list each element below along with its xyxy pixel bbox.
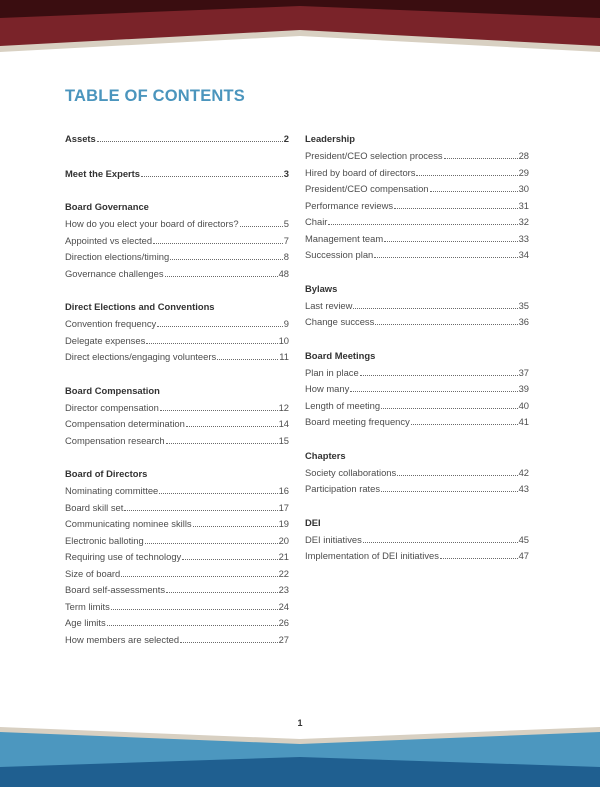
top-banner [0, 0, 600, 70]
toc-entry-label: Compensation research [65, 434, 165, 446]
dot-leader [121, 576, 277, 577]
toc-entry[interactable] [305, 481, 529, 498]
toc-entry-label: Length of meeting [305, 399, 381, 411]
toc-entry[interactable] [65, 433, 289, 450]
toc-entry[interactable] [65, 249, 289, 266]
toc-section-heading: Board Governance [65, 201, 149, 212]
toc-entry-label: Appointed vs elected [65, 234, 153, 246]
toc-section [65, 383, 289, 450]
toc-entry[interactable] [305, 365, 529, 382]
toc-entry[interactable] [305, 148, 529, 165]
toc-entry[interactable] [305, 214, 529, 231]
dot-leader [141, 176, 283, 177]
toc-entry-label: Change success [305, 316, 375, 327]
toc-entry-page: 14 [278, 418, 289, 429]
toc-entry[interactable] [305, 165, 529, 182]
toc-entry-label: Board meeting frequency [305, 416, 410, 427]
toc-section [305, 448, 529, 498]
dot-leader [193, 526, 278, 527]
toc-entry-page: 47 [518, 550, 529, 561]
dot-leader [411, 424, 518, 425]
dot-leader [381, 408, 518, 409]
dot-leader [157, 326, 283, 327]
dot-leader [217, 359, 278, 360]
toc-standalone-entries [65, 131, 289, 182]
toc-section [305, 131, 529, 264]
toc-section [305, 348, 529, 431]
dot-leader [397, 475, 517, 476]
toc-entry-label: Director compensation [65, 401, 159, 413]
dot-leader [444, 158, 518, 159]
toc-entry-label: Direct elections/engaging volunteers [65, 351, 217, 362]
toc-entry[interactable] [305, 298, 529, 315]
toc-entry[interactable] [65, 582, 289, 599]
toc-entry[interactable] [305, 548, 529, 565]
toc-entry[interactable] [305, 381, 529, 398]
dot-leader [166, 443, 278, 444]
toc-entry[interactable] [65, 566, 289, 583]
toc-entry-label: Communicating nominee skills [65, 518, 192, 529]
toc-entry-page: 35 [518, 299, 529, 311]
toc-entry-label: Requiring use of technology [65, 551, 182, 562]
toc-entry-label: How many [305, 383, 350, 394]
toc-entry-label: Last review [305, 299, 353, 311]
toc-entry[interactable] [305, 247, 529, 264]
toc-entry[interactable] [305, 465, 529, 482]
dot-leader [180, 642, 277, 643]
toc-entry-page: 3 [283, 167, 289, 179]
dot-leader [145, 543, 278, 544]
toc-entry-label: Board skill set [65, 501, 124, 513]
toc-entry-label: Management team [305, 232, 384, 244]
toc-entry-page: 22 [278, 567, 289, 579]
toc-entry-page: 28 [518, 150, 529, 161]
dot-leader [159, 493, 277, 494]
page-title: TABLE OF CONTENTS [65, 87, 246, 105]
toc-entry[interactable] [305, 231, 529, 248]
dot-leader [384, 241, 517, 242]
toc-entry[interactable] [65, 316, 289, 333]
toc-entry-page: 9 [283, 318, 289, 329]
toc-section-heading: Leadership [305, 133, 356, 144]
dot-leader [107, 625, 278, 626]
dot-leader [165, 276, 278, 277]
dot-leader [360, 375, 518, 376]
toc-entry-label: Term limits [65, 600, 110, 612]
dot-leader [111, 609, 278, 610]
toc-entry[interactable] [305, 414, 529, 431]
toc-entry-label: Plan in place [305, 366, 359, 378]
toc-entry-page: 41 [518, 416, 529, 427]
toc-entry[interactable] [65, 233, 289, 250]
toc-entry[interactable] [65, 483, 289, 500]
toc-section-heading: Board Meetings [305, 349, 376, 361]
toc-entry-page: 32 [518, 216, 529, 227]
dot-leader [381, 491, 518, 492]
toc-entry-label: Succession plan [305, 249, 374, 260]
toc-entry-page: 34 [518, 249, 529, 260]
toc-entry[interactable] [65, 333, 289, 350]
toc-entry-page: 7 [283, 234, 289, 246]
toc-entry-page: 10 [278, 334, 289, 346]
toc-entry-page: 39 [518, 383, 529, 394]
toc-section-heading: DEI [305, 516, 321, 528]
toc-entry-page: 30 [518, 183, 529, 194]
toc-entry[interactable] [65, 599, 289, 616]
dot-leader [374, 257, 517, 258]
toc-entry-label: How members are selected [65, 633, 180, 645]
toc-entry-page: 27 [278, 633, 289, 645]
toc-entry-page: 29 [518, 166, 529, 178]
dot-leader [146, 343, 277, 344]
toc-entry-page: 17 [278, 501, 289, 513]
toc-entry[interactable] [65, 533, 289, 550]
toc-entry[interactable] [65, 516, 289, 533]
dot-leader [328, 224, 517, 225]
toc-entry-page: 48 [278, 267, 289, 279]
dot-leader [166, 592, 278, 593]
toc-entry[interactable] [305, 181, 529, 198]
toc-entry-page: 45 [518, 533, 529, 545]
toc-section-heading: Direct Elections and Conventions [65, 301, 215, 312]
toc-section-heading: Board of Directors [65, 468, 148, 479]
dot-leader [124, 510, 277, 511]
toc-entry-label: Assets [65, 133, 96, 144]
toc-section [65, 199, 289, 282]
toc-left-column [65, 131, 289, 665]
toc-entry-page: 5 [283, 218, 289, 229]
toc-entry-page: 19 [278, 518, 289, 529]
toc-entry[interactable] [65, 549, 289, 566]
toc-entry[interactable] [65, 216, 289, 233]
toc-entry-page: 36 [518, 316, 529, 327]
page-number: 1 [297, 718, 303, 728]
toc-entry-label: Electronic balloting [65, 534, 144, 546]
bottom-banner [0, 717, 600, 787]
toc-entry-label: DEI initiatives [305, 533, 362, 545]
toc-entry[interactable] [65, 131, 289, 148]
toc-entry-label: Direction elections/timing [65, 251, 170, 262]
toc-entry-page: 8 [283, 251, 289, 262]
toc-entry-page: 37 [518, 366, 529, 378]
toc-entry-page: 15 [278, 434, 289, 446]
toc-entry-page: 24 [278, 600, 289, 612]
toc-entry-page: 2 [283, 133, 289, 144]
toc-entry-label: Society collaborations [305, 466, 397, 478]
toc-entry-label: Meet the Experts [65, 167, 141, 179]
toc-entry-label: Convention frequency [65, 318, 157, 329]
toc-entry-label: President/CEO compensation [305, 183, 429, 194]
toc-section-heading: Board Compensation [65, 384, 160, 396]
toc-entry-page: 16 [278, 485, 289, 496]
toc-section [305, 281, 529, 331]
toc-entry[interactable] [65, 400, 289, 417]
dot-leader [186, 426, 278, 427]
toc-entry-label: Hired by board of directors [305, 166, 416, 178]
toc-entry[interactable] [305, 198, 529, 215]
dot-leader [170, 259, 283, 260]
toc-entry-label: Governance challenges [65, 267, 164, 279]
toc-entry-label: Performance reviews [305, 199, 394, 211]
toc-entry[interactable] [65, 266, 289, 283]
dot-leader [440, 558, 518, 559]
toc-section-heading: Bylaws [305, 282, 338, 294]
dot-leader [97, 141, 283, 142]
toc-entry[interactable] [65, 166, 289, 183]
toc-entry-page: 31 [518, 199, 529, 211]
toc-entry-page: 23 [278, 584, 289, 595]
dot-leader [430, 191, 518, 192]
toc-entry[interactable] [305, 398, 529, 415]
toc-entry-label: Participation rates [305, 483, 381, 494]
toc-section-heading: Chapters [305, 449, 346, 461]
toc-entry-page: 20 [278, 534, 289, 546]
toc-entry[interactable] [65, 349, 289, 366]
toc-right-column [305, 131, 529, 582]
toc-entry-label: Age limits [65, 617, 106, 628]
toc-entry-label: Delegate expenses [65, 334, 146, 346]
toc-entry[interactable] [65, 632, 289, 649]
dot-leader [182, 559, 277, 560]
dot-leader [375, 324, 517, 325]
dot-leader [160, 410, 278, 411]
toc-entry-label: President/CEO selection process [305, 150, 443, 161]
toc-entry[interactable] [65, 416, 289, 433]
toc-section [305, 515, 529, 565]
toc-entry-page: 21 [278, 551, 289, 562]
toc-entry-page: 33 [518, 232, 529, 244]
toc-entry-label: Size of board [65, 567, 121, 579]
toc-entry-page: 40 [518, 399, 529, 411]
toc-entry-label: Implementation of DEI initiatives [305, 550, 439, 561]
dot-leader [153, 243, 283, 244]
toc-entry-label: How do you elect your board of directors? [65, 218, 239, 229]
toc-entry[interactable] [65, 615, 289, 632]
toc-entry-label: Nominating committee [65, 485, 159, 496]
dot-leader [353, 308, 517, 309]
toc-entry-label: Chair [305, 216, 328, 227]
toc-entry[interactable] [305, 314, 529, 331]
dot-leader [363, 542, 518, 543]
toc-entry-label: Board self-assessments [65, 584, 166, 595]
toc-entry-page: 12 [278, 401, 289, 413]
toc-section [65, 466, 289, 648]
dot-leader [394, 208, 518, 209]
toc-entry-label: Compensation determination [65, 418, 185, 429]
dot-leader [350, 391, 517, 392]
toc-entry-page: 26 [278, 617, 289, 628]
toc-entry[interactable] [305, 532, 529, 549]
toc-entry-page: 42 [518, 466, 529, 478]
dot-leader [240, 226, 283, 227]
dot-leader [416, 175, 517, 176]
toc-entry[interactable] [65, 500, 289, 517]
toc-section [65, 299, 289, 366]
toc-entry-page: 43 [518, 483, 529, 494]
toc-entry-page: 11 [279, 351, 289, 362]
